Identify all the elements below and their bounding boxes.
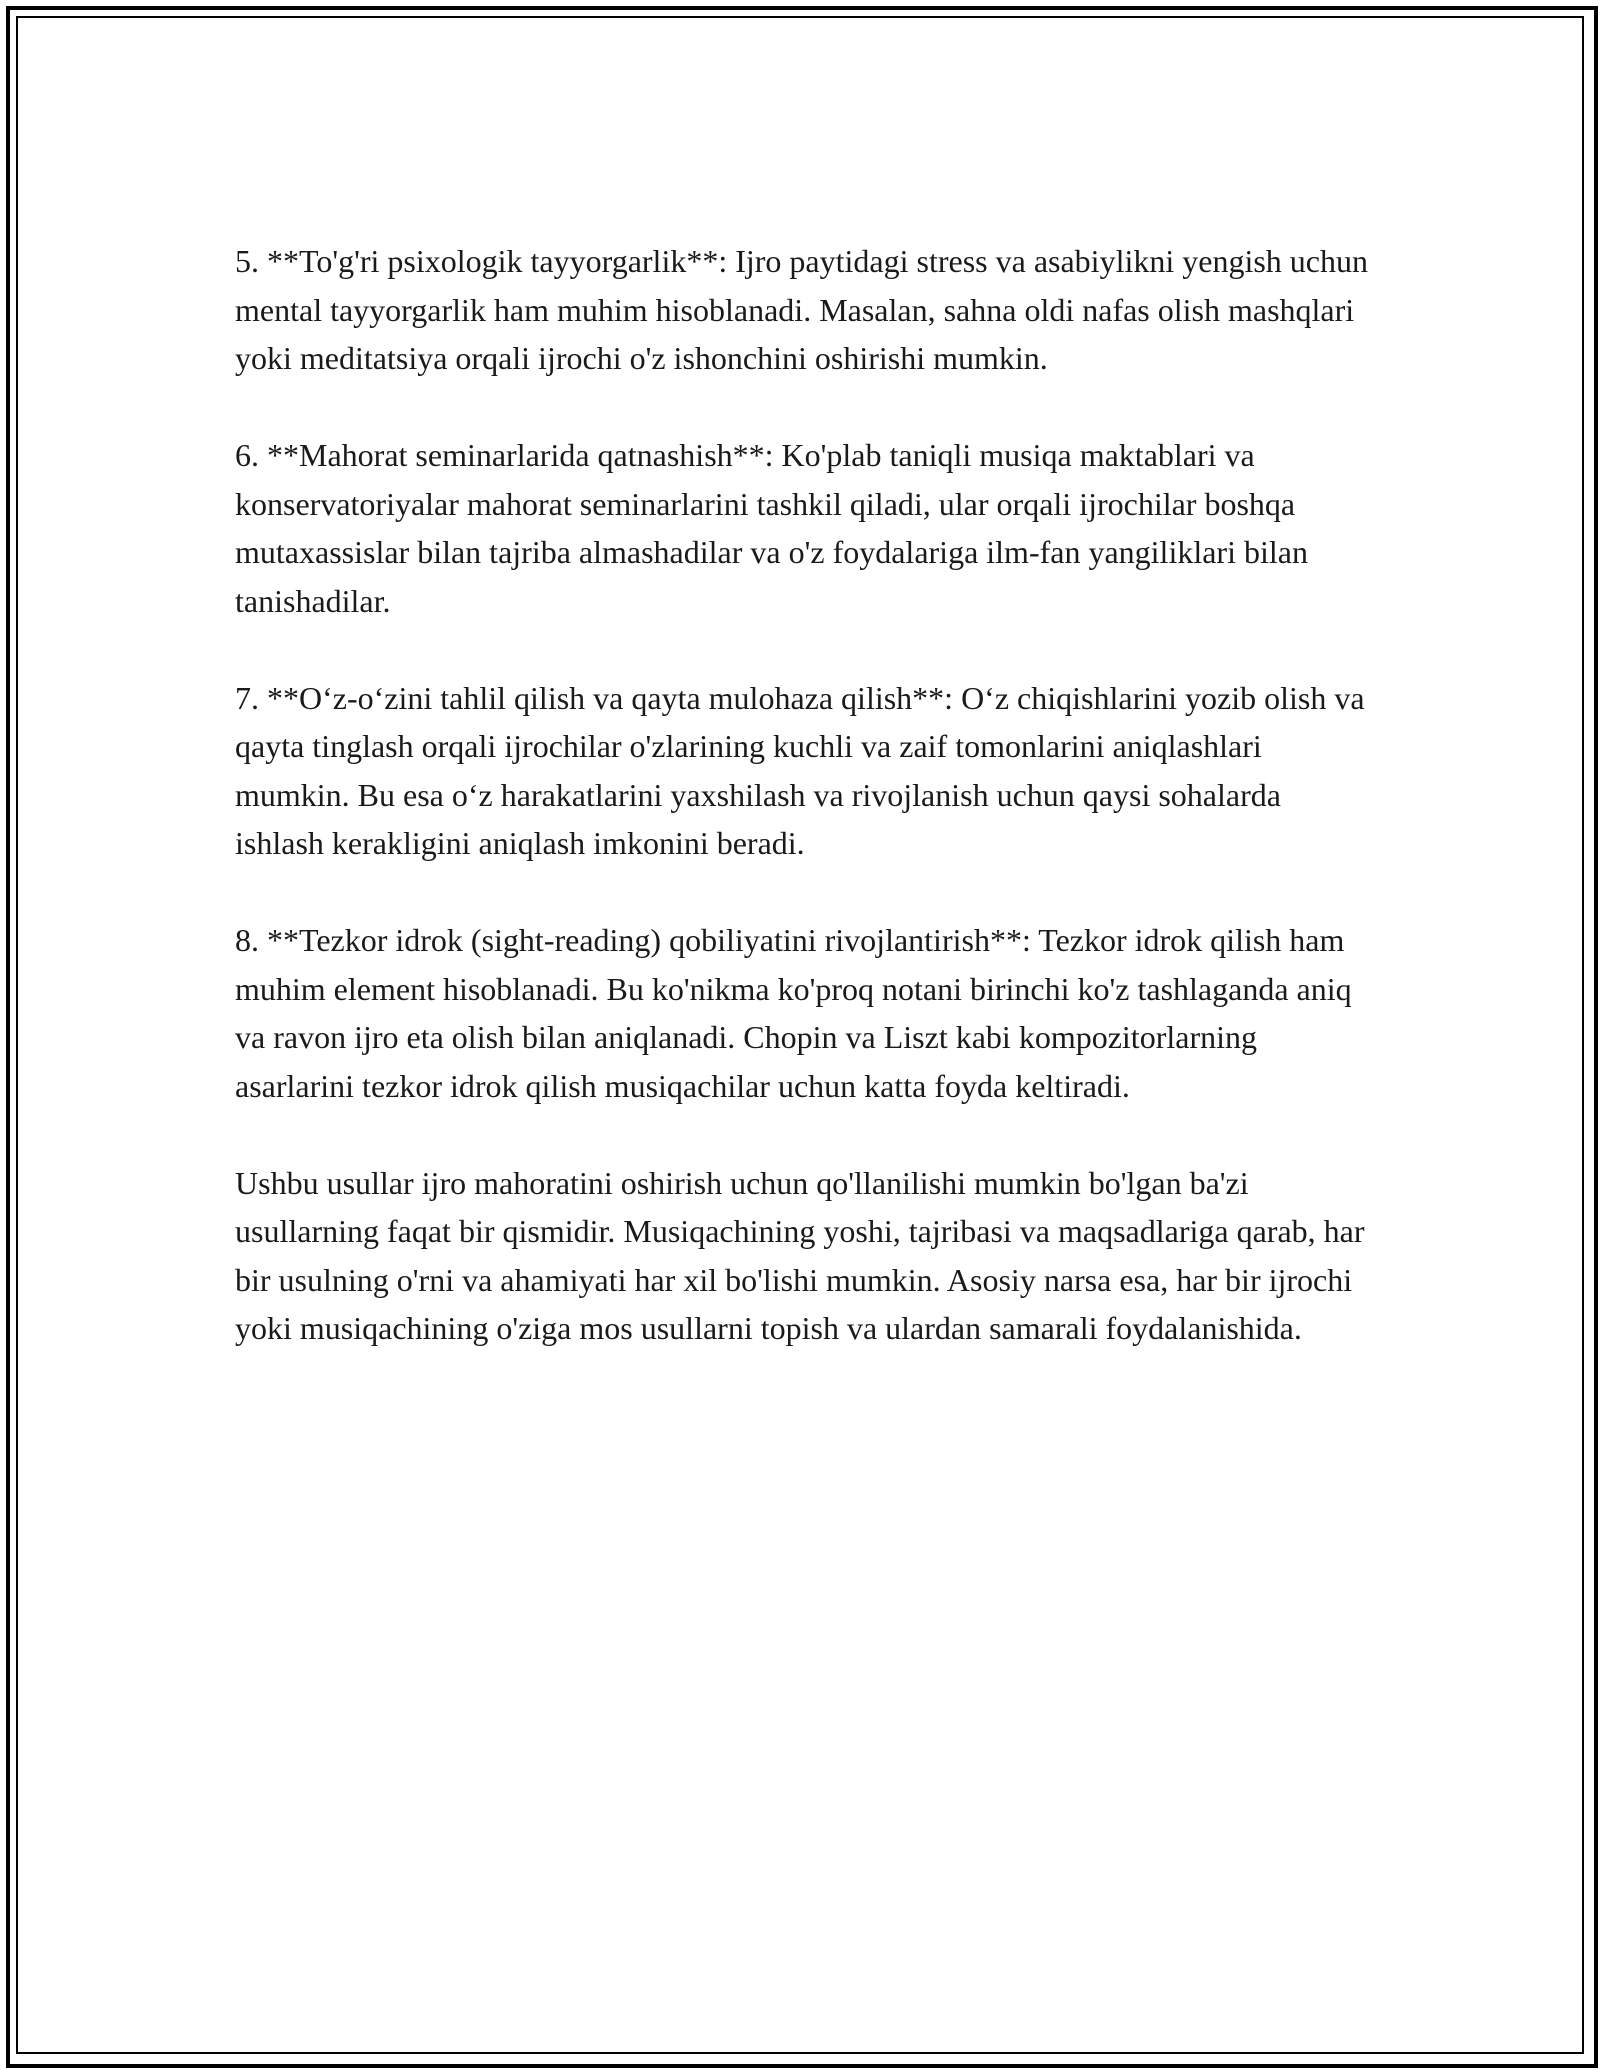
paragraph-item-6: 6. **Mahorat seminarlarida qatnashish**: Ko'plab taniqli musiqa maktablari va konservatoriyalar mahorat seminarlarini tashkil qiladi, ular orqali ijrochilar boshqa mutaxassislar bilan tajriba almashadilar va o'z foydalariga ilm-fan yangiliklari bilan tanishadilar. [235, 437, 1308, 619]
paragraph-conclusion: Ushbu usullar ijro mahoratini oshirish uchun qo'llanilishi mumkin bo'lgan ba'zi usullarning faqat bir qismidir. Musiqachining yoshi, tajribasi va maqsadlariga qarab, har bir usulning o'rni va ahamiyati har xil bo'lishi mumkin. Asosiy narsa esa, har bir ijrochi yoki musiqachining o'ziga mos usullarni topish va ulardan samarali foydalanishida. [235, 1164, 1365, 1346]
paragraph-item-5: 5. **To'g'ri psixologik tayyorgarlik**: Ijro paytidagi stress va asabiylikni yengish uchun mental tayyorgarlik ham muhim hisoblanadi. Masalan, sahna oldi nafas olish mashqlari yoki meditatsiya orqali ijrochi o'z ishonchini oshirishi mumkin. [235, 243, 1368, 376]
document-body [235, 237, 1370, 1353]
paragraph-item-7: 7. **O‘z-o‘zini tahlil qilish va qayta mulohaza qilish**: O‘z chiqishlarini yozib olish va qayta tinglash orqali ijrochilar o'zlarining kuchli va zaif tomonlarini aniqlashlari mumkin. Bu esa o‘z harakatlarini yaxshilash va rivojlanish uchun qaysi sohalarda ishlash kerakligini aniqlash imkonini beradi. [235, 679, 1365, 861]
paragraph-item-8: 8. **Tezkor idrok (sight-reading) qobiliyatini rivojlantirish**: Tezkor idrok qilish ham muhim element hisoblanadi. Bu ko'nikma ko'proq notani birinchi ko'z tashlaganda aniq va ravon ijro eta olish bilan aniqlanadi. Chopin va Liszt kabi kompozitorlarning asarlarini tezkor idrok qilish musiqachilar uchun katta foyda keltiradi. [235, 922, 1352, 1104]
